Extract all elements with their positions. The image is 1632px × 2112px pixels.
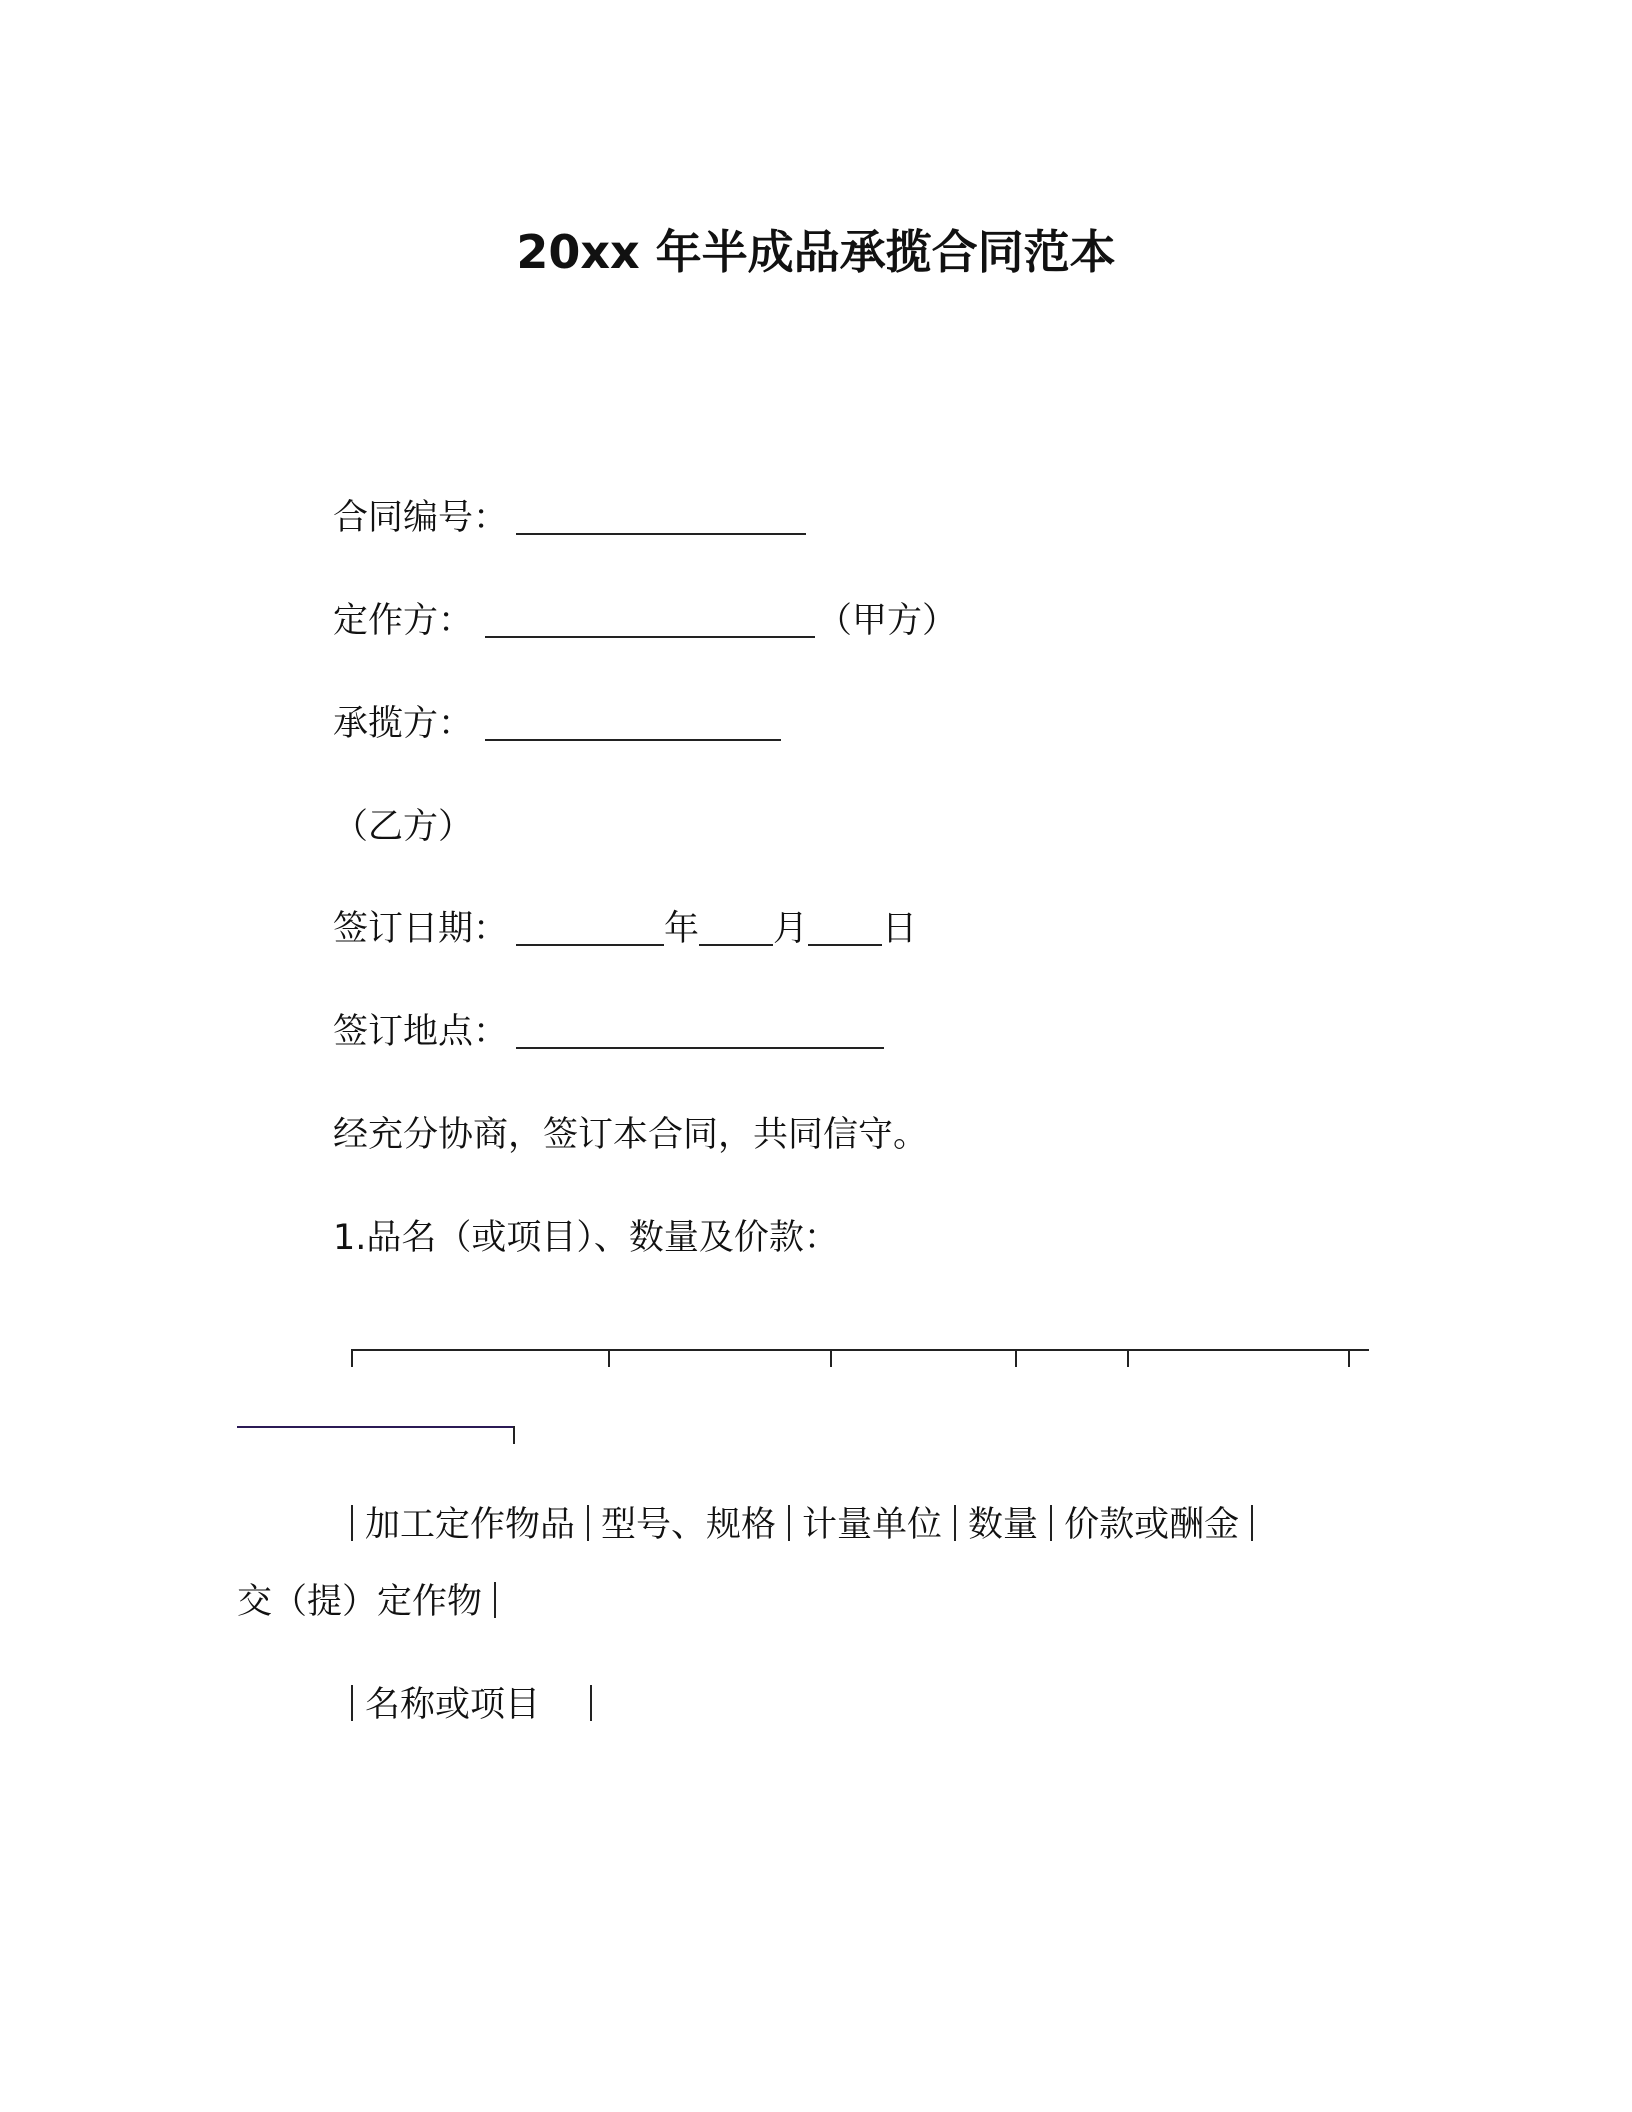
sign-place-blank[interactable] — [516, 1009, 884, 1049]
table-header-cell: 型号、规格 — [601, 1505, 777, 1545]
sign-day-blank[interactable] — [808, 906, 882, 946]
sign-month-blank[interactable] — [699, 906, 773, 946]
table-cell-separator — [788, 1505, 790, 1541]
table-header-row — [343, 1501, 1265, 1549]
day-label: 日 — [882, 909, 918, 949]
contract-number-label: 合同编号： — [333, 498, 509, 538]
sign-place-label: 签订地点： — [333, 1012, 509, 1052]
sign-place-line — [333, 1008, 884, 1056]
table-header-cell: 加工定作物品 — [365, 1505, 576, 1545]
table-header-cell: 数量 — [968, 1505, 1039, 1545]
orderer-blank[interactable] — [485, 598, 815, 638]
table-top-border — [351, 1349, 1369, 1351]
table-top-tick — [351, 1349, 353, 1367]
contractor-suffix: （乙方） — [333, 807, 474, 847]
table-cell-separator — [587, 1505, 589, 1541]
table-cell-separator — [1251, 1505, 1253, 1541]
table-cell: 名称或项目 — [365, 1685, 541, 1725]
contractor-suffix-line — [333, 803, 473, 851]
table-cell-separator — [494, 1582, 496, 1618]
table-row — [343, 1681, 604, 1729]
orderer-suffix: （甲方） — [817, 601, 958, 641]
table-header-cell: 价款或酬金 — [1064, 1505, 1240, 1545]
contractor-blank[interactable] — [485, 701, 781, 741]
section1-heading: 1.品名（或项目）、数量及价款： — [333, 1218, 839, 1258]
sign-date-line — [333, 905, 917, 953]
table-wrap-tick — [513, 1426, 515, 1444]
contractor-line — [333, 700, 781, 748]
sign-year-blank[interactable] — [516, 906, 664, 946]
table-top-tick — [1015, 1349, 1017, 1367]
table-top-tick — [830, 1349, 832, 1367]
orderer-label: 定作方： — [333, 601, 474, 641]
table-cell-separator — [590, 1685, 592, 1721]
intro-paragraph: 经充分协商，签订本合同，共同信守。 — [333, 1115, 929, 1155]
document-title: 20xx 年半成品承揽合同范本 — [516, 225, 1116, 279]
month-label: 月 — [773, 909, 809, 949]
table-cell-separator — [954, 1505, 956, 1541]
year-label: 年 — [664, 909, 700, 949]
table-top-tick — [1127, 1349, 1129, 1367]
table-header-wrap-row — [237, 1578, 508, 1626]
table-wrap-border — [237, 1426, 515, 1428]
table-cell-separator — [351, 1505, 353, 1541]
orderer-line — [333, 597, 957, 645]
table-top-tick — [608, 1349, 610, 1367]
contract-number-line — [333, 494, 806, 542]
table-cell-separator — [351, 1685, 353, 1721]
contractor-label: 承揽方： — [333, 704, 474, 744]
table-header-cell: 计量单位 — [802, 1505, 943, 1545]
table-cell-separator — [1050, 1505, 1052, 1541]
contract-number-blank[interactable] — [516, 495, 806, 535]
sign-date-label: 签订日期： — [333, 909, 509, 949]
table-header-cell: 交（提）定作物 — [237, 1582, 483, 1622]
table-top-tick — [1348, 1349, 1350, 1367]
